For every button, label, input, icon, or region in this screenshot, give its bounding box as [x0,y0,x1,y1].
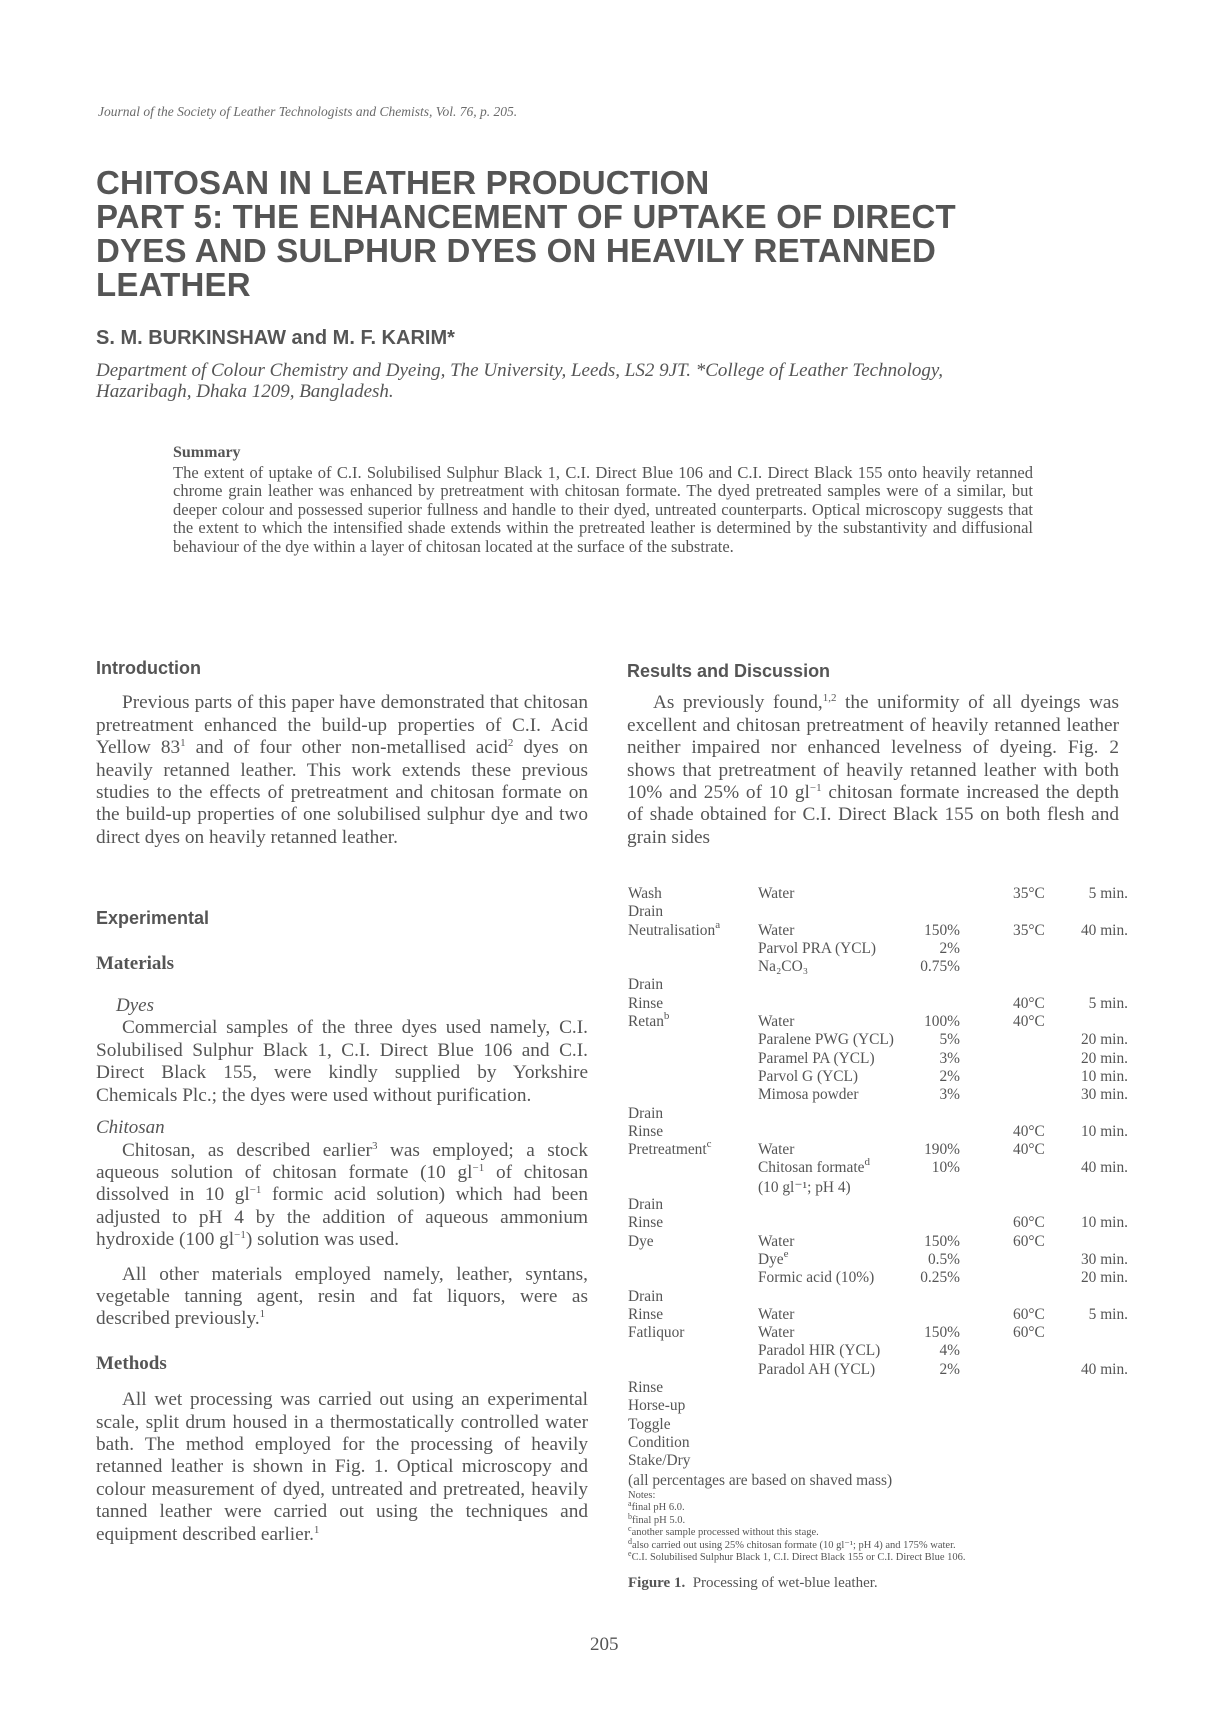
process-stage: Drain [628,903,664,921]
process-stage: Dye [628,1232,654,1250]
other-materials-paragraph: All other materials employed namely, leather, syntans, vegetable tanning agent, resin and fat liquors, were as described previously.$^1$ [96,1263,588,1330]
process-row [628,1050,1128,1068]
process-time: 20 min. [1080,1269,1128,1287]
process-time: 30 min. [1080,1250,1128,1268]
process-time: 5 min. [1088,1305,1128,1323]
process-row [628,1196,1128,1214]
process-reagent: Water [758,885,795,902]
basis-note: (all percentages are based on shaved mass) [628,1471,893,1489]
process-temperature: 40°C [1013,1122,1045,1140]
process-row [628,1233,1128,1251]
process-row [628,1010,1128,1031]
caption-text: Processing of wet-blue leather. [692,1574,878,1591]
affiliation [96,360,1116,402]
process-temperature: 40°C [1013,1141,1045,1159]
process-time: 30 min. [1080,1086,1128,1104]
affiliation-line: Hazaribagh, Dhaka 1209, Bangladesh. [96,381,394,402]
introduction-paragraph: Previous parts of this paper have demonstrated that chitosan pretreatment enhanced the build-up properties of C.I. Acid Yellow $83^1$ and of four other non-metallised acid$^2$ dyes on heavily retanned leather. This work extends these previous studies to the effects of pretreatment and chitosan formate on the build-up properties of one solubilised sulphur dye and two direct dyes on heavily retanned leather. [96,692,589,848]
process-time: 40 min. [1080,921,1128,939]
process-reagent: Water [758,1232,795,1250]
process-time: 40 min. [1080,1159,1128,1177]
process-time: 10 min. [1080,1122,1128,1140]
dyes-heading: Dyes [116,995,154,1017]
process-row [628,1269,1128,1287]
materials-heading: Materials [96,952,175,974]
left-column [96,657,588,1546]
process-row [628,1306,1128,1324]
process-time: 10 min. [1080,1067,1128,1085]
process-table [628,885,1128,1471]
introduction-heading: Introduction [96,658,201,678]
process-reagent: Na₂CO₃ [758,958,809,976]
caption-label: Figure 1. [628,1574,686,1591]
process-reagent: (10 gl⁻¹; pH 4) [758,1178,851,1196]
process-temperature: 60°C [1013,1232,1045,1250]
process-temperature: 60°C [1013,1324,1045,1342]
process-row [628,995,1128,1013]
process-stage: Drain [628,1287,664,1305]
process-temperature: 60°C [1013,1305,1045,1323]
results-heading: Results and Discussion [627,661,831,681]
notes-heading: Notes: [628,1489,656,1501]
process-reagent: Parvol PRA (YCL) [758,939,876,957]
process-reagent: Paradol HIR (YCL) [758,1342,881,1360]
process-row [628,1434,1128,1452]
process-reagent: Water [758,1324,795,1342]
title-line: PART 5: THE ENHANCEMENT OF UPTAKE OF DIRECT [96,198,956,235]
process-amount: 3% [939,1086,960,1104]
process-amount: 2% [939,939,960,957]
affiliation-line: Department of Colour Chemistry and Dyeing, The University, Leeds, LS2 9JT. *College of Leather Technology, [96,360,944,381]
process-amount: 3% [939,1049,960,1067]
methods-heading: Methods [96,1352,167,1374]
title-line: DYES AND SULPHUR DYES ON HEAVILY RETANNED [96,232,937,269]
summary-heading: Summary [173,444,241,461]
figure-note: $^d$also carried out using 25% chitosan formate (10 gl⁻¹; pH 4) and 175% water. [628,1536,956,1551]
process-row [628,1138,1128,1159]
process-amount: 150% [924,921,960,939]
process-stage: Retan$^b$ [628,1010,670,1031]
process-amount: 190% [924,1141,960,1159]
process-temperature: 40°C [1013,1013,1045,1031]
process-stage: Rinse [628,1122,664,1140]
process-row [628,958,1128,976]
summary-block [173,444,1033,557]
process-row [628,1342,1128,1360]
process-row [628,1247,1128,1269]
process-stage: Rinse [628,1379,664,1397]
process-time: 40 min. [1080,1360,1128,1378]
chitosan-paragraph: Chitosan, as described earlier$^3$ was employed; a stock aqueous solution of chitosan formate (10 $gl^{-1}$ of chitosan dissolved in 10 $gl^{-1}$ formic acid solution) which had been adjusted to pH 4 by the addition of aqueous ammonium hydroxide (100 $gl^{-1}$) solution was used. [96,1139,588,1251]
process-row [628,1086,1128,1104]
process-stage: Rinse [628,994,664,1012]
process-time: 10 min. [1080,1214,1128,1232]
process-row [628,1031,1128,1049]
process-temperature: 40°C [1013,994,1045,1012]
process-stage: Condition [628,1433,690,1451]
process-reagent: Chitosan formate$^d$ [758,1156,870,1177]
process-stage: Toggle [628,1415,671,1433]
summary-text: The extent of uptake of C.I. Solubilised Sulphur Black 1, C.I. Direct Blue 106 and C.I. Direct Black 155 onto heavily retanned chrome grain leather was enhanced by pretreatment with chitosan formate. The dyed pretreated samples were of a similar, but deeper colour and possessed superior fullness and handle to their dyed, untreated counterparts. Optical microscopy suggests that the extent to which the intensified shade extends within the pretreated leather is determined by the substantivity and diffusional behaviour of the dye within a layer of chitosan located at the surface of the substrate. [173,462,1033,556]
article-title [96,166,1096,302]
process-row [628,1178,1128,1196]
process-amount: 10% [931,1159,960,1177]
process-reagent: Formic acid (10%) [758,1269,875,1287]
figure-notes [628,1490,1128,1565]
process-reagent: Water [758,1141,795,1159]
process-reagent: Parvol G (YCL) [758,1067,859,1085]
process-row [628,918,1128,940]
process-amount: 0.75% [920,958,960,976]
process-row [628,1361,1128,1379]
process-stage: Rinse [628,1305,664,1323]
page-number: 205 [590,1634,619,1655]
process-amount: 150% [924,1324,960,1342]
process-reagent: Water [758,1013,795,1031]
process-stage: Drain [628,1104,664,1122]
process-time: 5 min. [1088,994,1128,1012]
process-reagent: Mimosa powder [758,1086,859,1104]
chitosan-heading: Chitosan [96,1117,165,1139]
process-reagent: Water [758,921,795,939]
process-amount: 100% [924,1013,960,1031]
process-row [628,1452,1128,1470]
right-column [627,660,1119,849]
process-reagent: Dye$^e$ [758,1247,789,1268]
results-paragraph: As previously found,$^{1,2}$ the uniformity of all dyeings was excellent and chitosan pretreatment of heavily retanned leather neither impaired nor enhanced levelness of dyeing. Fig. 2 shows that pretreatment of heavily retanned leather with both 10% and 25% of 10 $gl^{-1}$ chitosan formate increased the depth of shade obtained for C.I. Direct Black 155 on both flesh and grain sides [627,692,1119,848]
title-line: CHITOSAN IN LEATHER PRODUCTION [96,164,710,201]
process-row [628,940,1128,958]
methods-paragraph: All wet processing was carried out using an experimental scale, split drum housed in a thermostatically controlled water bath. The method employed for the processing of heavily retanned leather is shown in Fig. 1. Optical microscopy and colour measurement of dyed, untreated and pretreated, heavily tanned leather were carried out using the techniques and equipment described earlier.$^1$ [96,1389,588,1545]
figure-caption [628,1575,1128,1592]
process-row [628,903,1128,921]
process-row [628,976,1128,994]
process-row [628,1156,1128,1177]
process-time: 20 min. [1080,1031,1128,1049]
process-stage: Pretreatment$^c$ [628,1138,712,1159]
process-row [628,885,1128,903]
process-stage: Drain [628,976,664,994]
process-stage: Stake/Dry [628,1452,691,1470]
process-row [628,1288,1128,1306]
process-temperature: 35°C [1013,921,1045,939]
journal-header: Journal of the Society of Leather Technologists and Chemists, Vol. 76, p. 205. [98,104,518,119]
process-reagent: Water [758,1305,795,1323]
process-amount: 5% [939,1031,960,1049]
process-stage: Drain [628,1196,664,1214]
process-reagent: Paramel PA (YCL) [758,1049,875,1067]
process-row [628,1105,1128,1123]
process-stage: Neutralisation$^a$ [628,918,721,939]
title-line: LEATHER [96,266,251,303]
process-row [628,1123,1128,1141]
process-time: 20 min. [1080,1049,1128,1067]
figure-note: $^a$final pH 6.0. [628,1499,685,1513]
process-stage: Rinse [628,1214,664,1232]
process-amount: 2% [939,1360,960,1378]
process-row [628,1416,1128,1434]
figure-note: $^c$another sample processed without this stage. [628,1524,819,1538]
figure-note: $^e$C.I. Solubilised Sulphur Black 1, C.I. Direct Black 155 or C.I. Direct Blue 106. [628,1549,966,1563]
process-row [628,1214,1128,1232]
process-amount: 0.25% [920,1269,960,1287]
process-row [628,1397,1128,1415]
process-stage: Wash [628,885,662,902]
authors: S. M. BURKINSHAW and M. F. KARIM* [96,327,455,349]
figure-note: $^b$final pH 5.0. [628,1511,686,1526]
process-temperature: 60°C [1013,1214,1045,1232]
experimental-heading: Experimental [96,908,210,929]
process-amount: 0.5% [927,1250,960,1268]
dyes-paragraph: Commercial samples of the three dyes used namely, C.I. Solubilised Sulphur Black 1, C.I. Direct Blue 106 and C.I. Direct Black 155, were kindly supplied by Yorkshire Chemicals Plc.; the dyes were used without purification. [96,1017,588,1106]
process-amount: 2% [939,1067,960,1085]
process-row [628,1068,1128,1086]
process-amount: 4% [939,1342,960,1360]
process-row [628,1324,1128,1342]
process-reagent: Paradol AH (YCL) [758,1360,876,1378]
process-stage: Fatliquor [628,1324,685,1342]
process-amount: 150% [924,1232,960,1250]
process-reagent: Paralene PWG (YCL) [758,1031,894,1049]
figure-1 [628,885,1128,1592]
process-row [628,1379,1128,1397]
process-time: 5 min. [1088,885,1128,902]
process-temperature: 35°C [1013,885,1045,902]
process-stage: Horse-up [628,1397,686,1415]
